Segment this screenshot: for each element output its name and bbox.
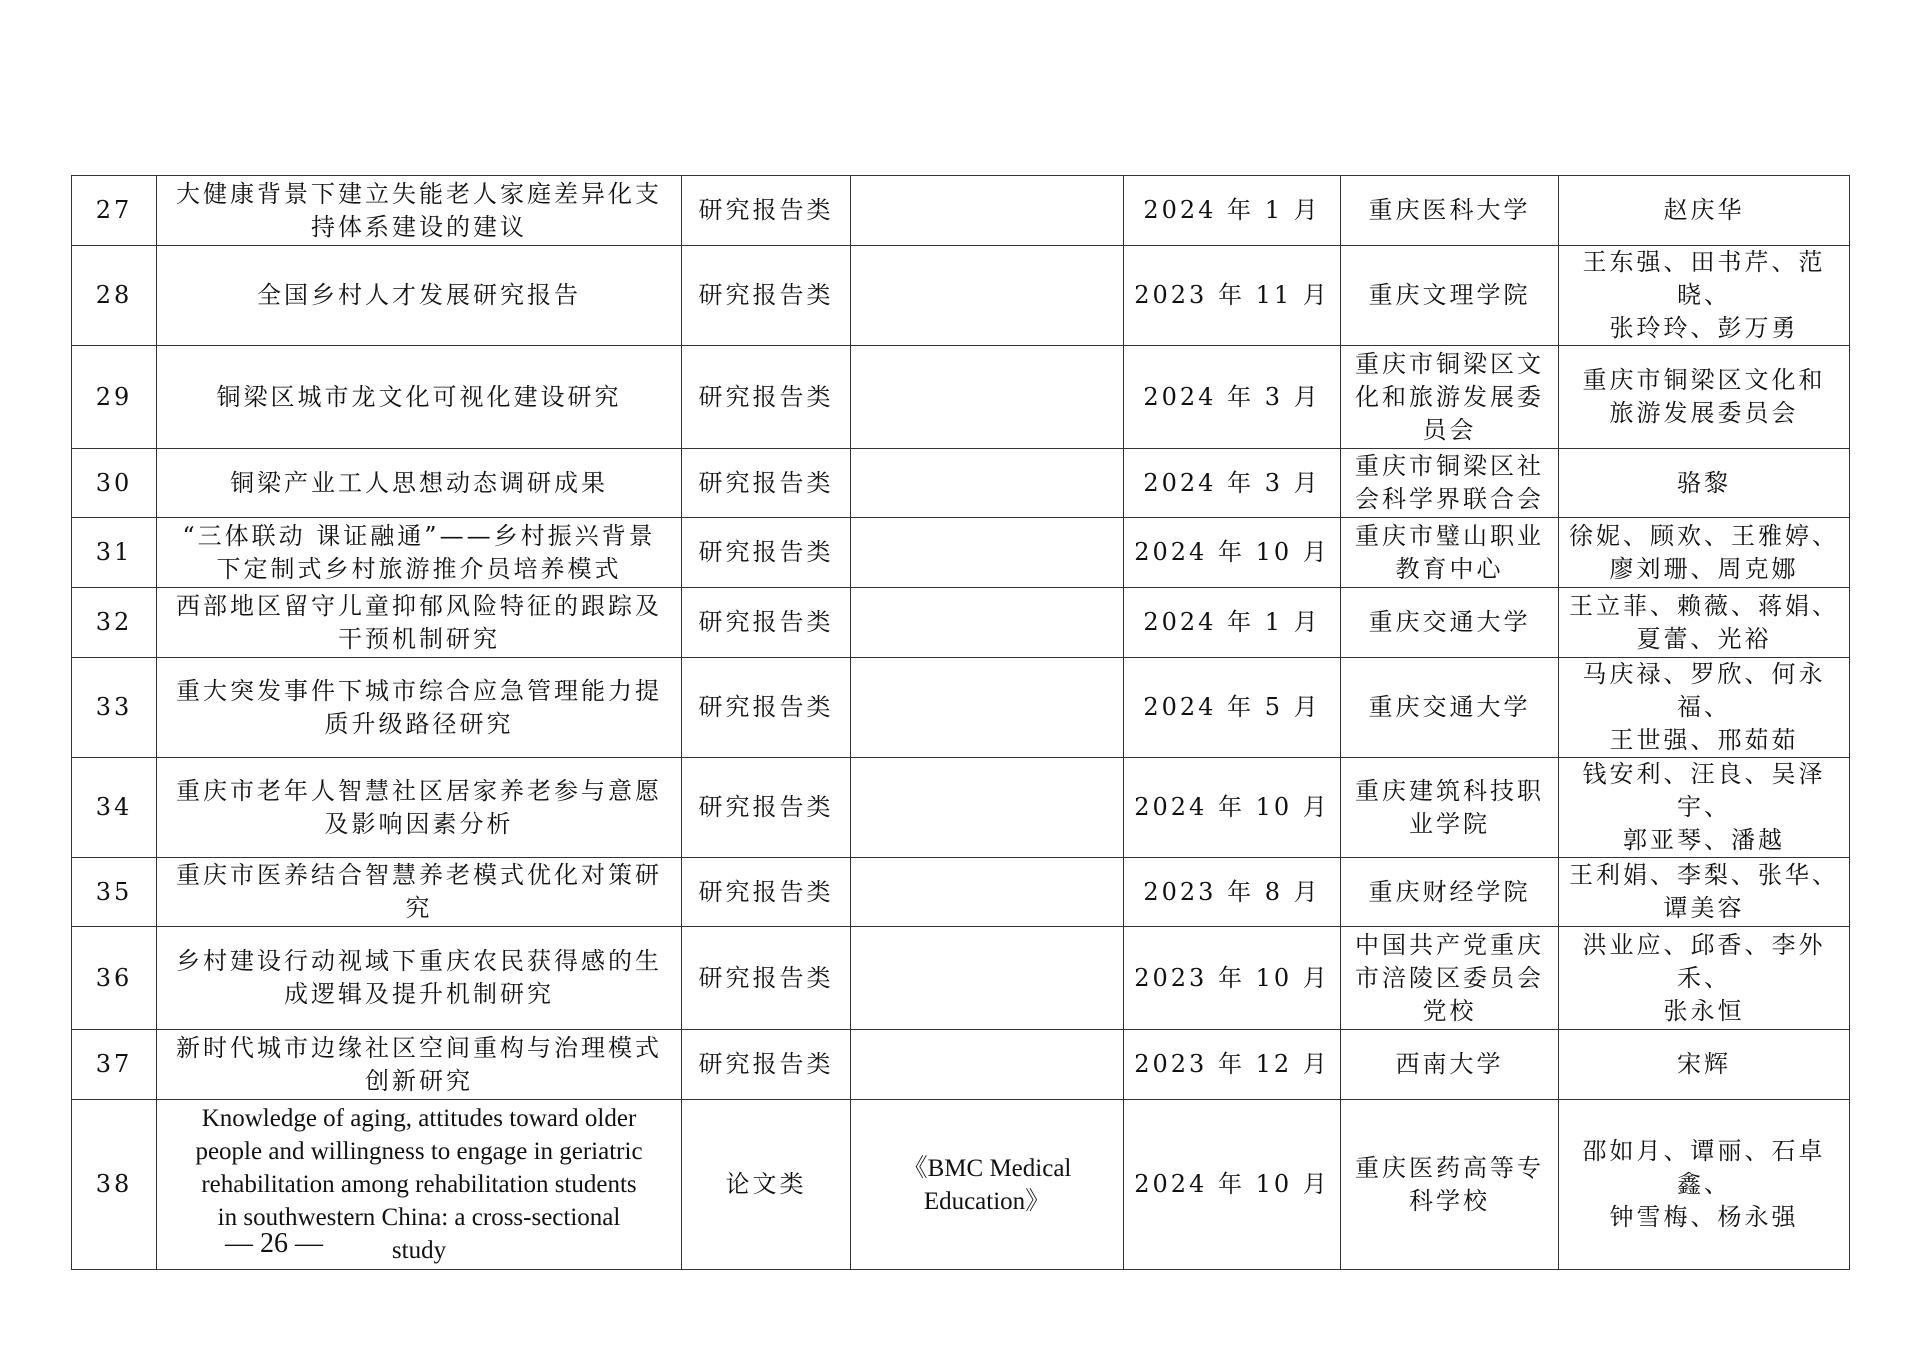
table-row [72,246,1850,346]
cell-title: 新时代城市边缘社区空间重构与治理模式 创新研究 [157,1030,682,1100]
cell-no: 38 [72,1100,157,1270]
cell-type: 研究报告类 [682,758,851,858]
cell-unit: 重庆医科大学 [1341,176,1559,246]
cell-type: 研究报告类 [682,858,851,927]
cell-authors: 马庆禄、罗欣、何永福、 王世强、邢茹茹 [1559,658,1850,758]
cell-authors: 宋辉 [1559,1030,1850,1100]
page-number: — 26 — [225,1228,323,1259]
cell-type: 研究报告类 [682,1030,851,1100]
cell-publication [851,758,1124,858]
cell-unit: 重庆交通大学 [1341,588,1559,658]
cell-title: Knowledge of aging, attitudes toward older people and willingness to engage in geriatric rehabilitation among rehabilitation students in southwestern China: a cross-sectional study [157,1100,682,1270]
cell-date: 2024 年 5 月 [1124,658,1341,758]
table-row [72,1100,1850,1270]
cell-type: 研究报告类 [682,518,851,588]
table-row [72,176,1850,246]
cell-date: 2023 年 8 月 [1124,858,1341,927]
cell-title: 重庆市老年人智慧社区居家养老参与意愿 及影响因素分析 [157,758,682,858]
table-row [72,758,1850,858]
cell-authors: 徐妮、顾欢、王雅婷、 廖刘珊、周克娜 [1559,518,1850,588]
cell-no: 31 [72,518,157,588]
table-row [72,927,1850,1030]
cell-unit: 西南大学 [1341,1030,1559,1100]
table-row [72,518,1850,588]
cell-title: 乡村建设行动视域下重庆农民获得感的生 成逻辑及提升机制研究 [157,927,682,1030]
cell-title: 重庆市医养结合智慧养老模式优化对策研 究 [157,858,682,927]
cell-unit: 重庆财经学院 [1341,858,1559,927]
cell-date: 2023 年 10 月 [1124,927,1341,1030]
cell-date: 2024 年 10 月 [1124,518,1341,588]
cell-publication [851,588,1124,658]
cell-type: 研究报告类 [682,927,851,1030]
cell-publication [851,246,1124,346]
cell-unit: 重庆市铜梁区社 会科学界联合会 [1341,449,1559,518]
cell-type: 论文类 [682,1100,851,1270]
cell-unit: 中国共产党重庆 市涪陵区委员会 党校 [1341,927,1559,1030]
cell-date: 2024 年 3 月 [1124,346,1341,449]
cell-publication [851,346,1124,449]
cell-publication [851,858,1124,927]
cell-date: 2024 年 3 月 [1124,449,1341,518]
cell-type: 研究报告类 [682,658,851,758]
cell-unit: 重庆交通大学 [1341,658,1559,758]
cell-date: 2024 年 10 月 [1124,1100,1341,1270]
table-row [72,449,1850,518]
cell-title: 西部地区留守儿童抑郁风险特征的跟踪及 干预机制研究 [157,588,682,658]
cell-type: 研究报告类 [682,246,851,346]
cell-publication [851,927,1124,1030]
cell-title: “三体联动 课证融通”——乡村振兴背景 下定制式乡村旅游推介员培养模式 [157,518,682,588]
cell-unit: 重庆市铜梁区文 化和旅游发展委 员会 [1341,346,1559,449]
cell-authors: 赵庆华 [1559,176,1850,246]
cell-date: 2024 年 10 月 [1124,758,1341,858]
cell-no: 36 [72,927,157,1030]
cell-title: 重大突发事件下城市综合应急管理能力提 质升级路径研究 [157,658,682,758]
cell-title: 铜梁区城市龙文化可视化建设研究 [157,346,682,449]
cell-unit: 重庆建筑科技职 业学院 [1341,758,1559,858]
table-row [72,346,1850,449]
cell-title: 全国乡村人才发展研究报告 [157,246,682,346]
cell-date: 2023 年 11 月 [1124,246,1341,346]
cell-publication [851,658,1124,758]
cell-authors: 重庆市铜梁区文化和 旅游发展委员会 [1559,346,1850,449]
cell-no: 35 [72,858,157,927]
cell-publication [851,518,1124,588]
cell-type: 研究报告类 [682,588,851,658]
cell-date: 2024 年 1 月 [1124,176,1341,246]
cell-authors: 王利娟、李梨、张华、 谭美容 [1559,858,1850,927]
cell-publication [851,449,1124,518]
cell-title: 铜梁产业工人思想动态调研成果 [157,449,682,518]
cell-unit: 重庆文理学院 [1341,246,1559,346]
cell-unit: 重庆医药高等专 科学校 [1341,1100,1559,1270]
cell-date: 2024 年 1 月 [1124,588,1341,658]
table-row [72,658,1850,758]
table-row [72,858,1850,927]
cell-title: 大健康背景下建立失能老人家庭差异化支 持体系建设的建议 [157,176,682,246]
cell-type: 研究报告类 [682,346,851,449]
cell-no: 28 [72,246,157,346]
table-row [72,588,1850,658]
cell-authors: 洪业应、邱香、李外禾、 张永恒 [1559,927,1850,1030]
cell-no: 29 [72,346,157,449]
cell-authors: 王东强、田书芹、范晓、 张玲玲、彭万勇 [1559,246,1850,346]
cell-authors: 王立菲、赖薇、蒋娟、 夏蕾、光裕 [1559,588,1850,658]
table-row [72,1030,1850,1100]
cell-type: 研究报告类 [682,449,851,518]
cell-no: 37 [72,1030,157,1100]
cell-no: 34 [72,758,157,858]
cell-unit: 重庆市璧山职业 教育中心 [1341,518,1559,588]
cell-authors: 骆黎 [1559,449,1850,518]
cell-authors: 邵如月、谭丽、石卓鑫、 钟雪梅、杨永强 [1559,1100,1850,1270]
cell-authors: 钱安利、汪良、吴泽宇、 郭亚琴、潘越 [1559,758,1850,858]
cell-publication: 《BMC Medical Education》 [851,1100,1124,1270]
cell-no: 27 [72,176,157,246]
cell-no: 32 [72,588,157,658]
achievement-table [71,175,1850,1270]
cell-publication [851,1030,1124,1100]
cell-type: 研究报告类 [682,176,851,246]
cell-publication [851,176,1124,246]
cell-no: 33 [72,658,157,758]
cell-no: 30 [72,449,157,518]
cell-date: 2023 年 12 月 [1124,1030,1341,1100]
